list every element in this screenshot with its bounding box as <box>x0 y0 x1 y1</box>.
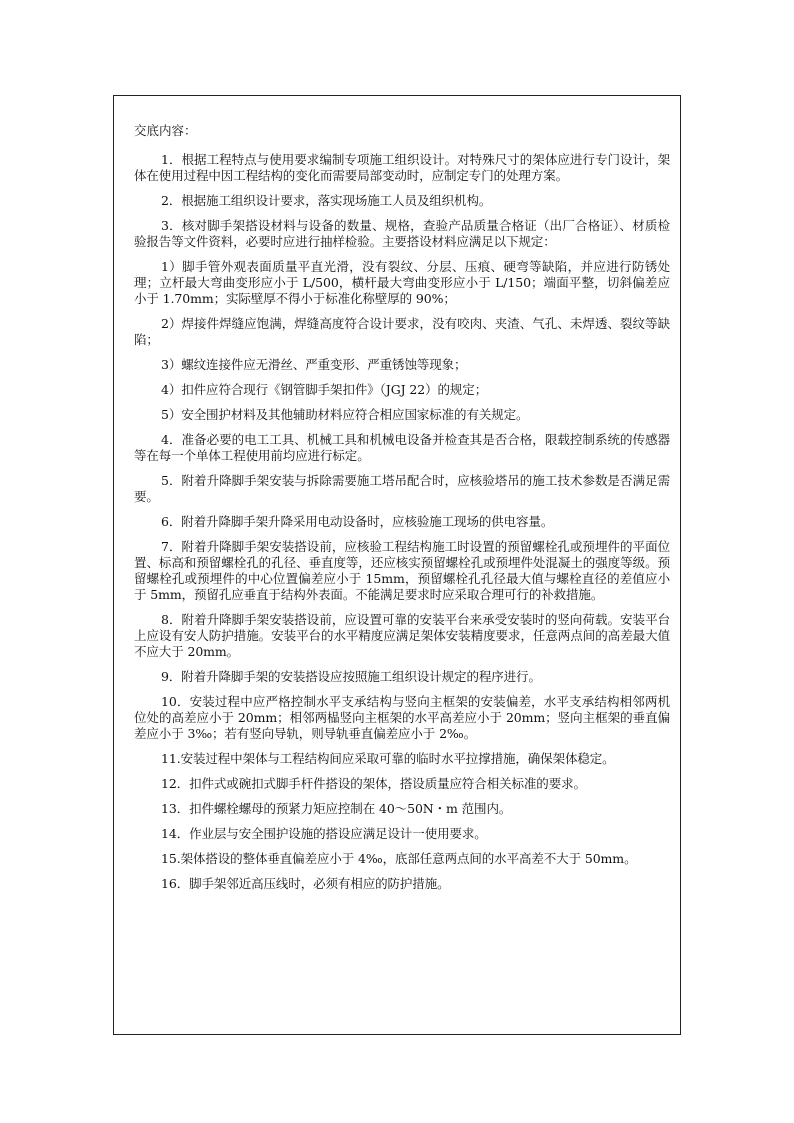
paragraph-9: 9．附着升降脚手架的安装搭设应按照施工组织设计规定的程序进行。 <box>161 669 541 684</box>
paragraph-13: 13．扣件螺栓螺母的预紧力矩应控制在 40～50N・m 范围内。 <box>161 801 512 816</box>
paragraph-14: 14．作业层与安全围护设施的搭设应满足设计一使用要求。 <box>161 826 487 841</box>
paragraph-15: 15.架体搭设的整体垂直偏差应小于 4‰，底部任意两点间的水平高差不大于 50mm。 <box>161 851 637 866</box>
paragraph-3-5: 5）安全围护材料及其他辅助材料应符合相应国家标准的有关规定。 <box>161 407 529 422</box>
paragraph-12: 12．扣件式或碗扣式脚手杆件搭设的架体，搭设质量应符合相关标准的要求。 <box>161 776 586 791</box>
paragraph-11: 11.安装过程中架体与工程结构间应采取可靠的临时水平拉撑措施，确保架体稳定。 <box>161 751 615 766</box>
paragraph-3: 3．核对脚手架搭设材料与设备的数量、规格，查验产品质量合格证（出厂合格证）、材质检验报告等文件资料，必要时应进行抽样检验。主要搭设材料应满足以下规定： <box>134 218 670 249</box>
paragraph-6: 6．附着升降脚手架升降采用电动设备时，应核验施工现场的供电容量。 <box>161 514 554 529</box>
document-frame <box>113 95 681 1035</box>
section-heading: 交底内容： <box>134 123 197 138</box>
paragraph-2: 2．根据施工组织设计要求，落实现场施工人员及组织机构。 <box>161 193 492 208</box>
paragraph-1: 1．根据工程特点与使用要求编制专项施工组织设计。对特殊尺寸的架体应进行专门设计，架体在使用过程中因工程结构的变化而需要局部变动时，应制定专门的处理方案。 <box>134 152 670 183</box>
paragraph-5: 5．附着升降脚手架安装与拆除需要施工塔吊配合时，应核验塔吊的施工技术参数是否满足需要。 <box>134 473 670 504</box>
paragraph-3-4: 4）扣件应符合现行《钢管脚手架扣件》（JGJ 22）的规定； <box>161 382 488 397</box>
paragraph-8: 8．附着升降脚手架安装搭设前，应设置可靠的安装平台来承受安装时的竖向荷载。安装平台上应设有安人防护措施。安装平台的水平精度应满足架体安装精度要求，任意两点间的高差最大值不应大于 20mm。 <box>134 612 670 659</box>
paragraph-7: 7．附着升降脚手架安装搭设前，应核验工程结构施工时设置的预留螺栓孔或预埋件的平面位置、标高和预留螺栓孔的孔径、垂直度等，还应核实预留螺栓孔或预埋件处混凝土的强度等级。预留螺栓孔或预埋件的中心位置偏差应小于 15mm，预留螺栓孔孔径最大值与螺栓直径的差值应小于 5mm，预留孔应垂直于结构外表面。不能满足要求时应采取合理可行的补救措施。 <box>134 539 670 602</box>
paragraph-3-2: 2）焊接件焊缝应饱满，焊缝高度符合设计要求，没有咬肉、夹渣、气孔、未焊透、裂纹等缺陷； <box>134 316 670 347</box>
paragraph-3-3: 3）螺纹连接件应无滑丝、严重变形、严重锈蚀等现象； <box>161 357 467 372</box>
document-body <box>134 122 670 901</box>
paragraph-3-1: 1）脚手管外观表面质量平直光滑，没有裂纹、分层、压痕、硬弯等缺陷，并应进行防锈处理；立杆最大弯曲变形应小于 L/500，横杆最大弯曲变形应小于 L/150；端面平整，切斜偏差应小于 1.70mm；实际壁厚不得小于标准化称壁厚的 90%； <box>134 259 670 306</box>
paragraph-4: 4．准备必要的电工工具、机械工具和机械电设备并检查其是否合格，限载控制系统的传感器等在每一个单体工程使用前均应进行标定。 <box>134 432 670 463</box>
paragraph-16: 16．脚手架邻近高压线时，必须有相应的防护措施。 <box>161 876 450 891</box>
paragraph-10: 10．安装过程中应严格控制水平支承结构与竖向主框架的安装偏差，水平支承结构相邻两机位处的高差应小于 20mm；相邻两榀竖向主框架的水平高差应小于 20mm；竖向主框架的垂直偏差应小于 3‰；若有竖向导轨，则导轨垂直偏差应小于 2‰。 <box>134 694 670 741</box>
